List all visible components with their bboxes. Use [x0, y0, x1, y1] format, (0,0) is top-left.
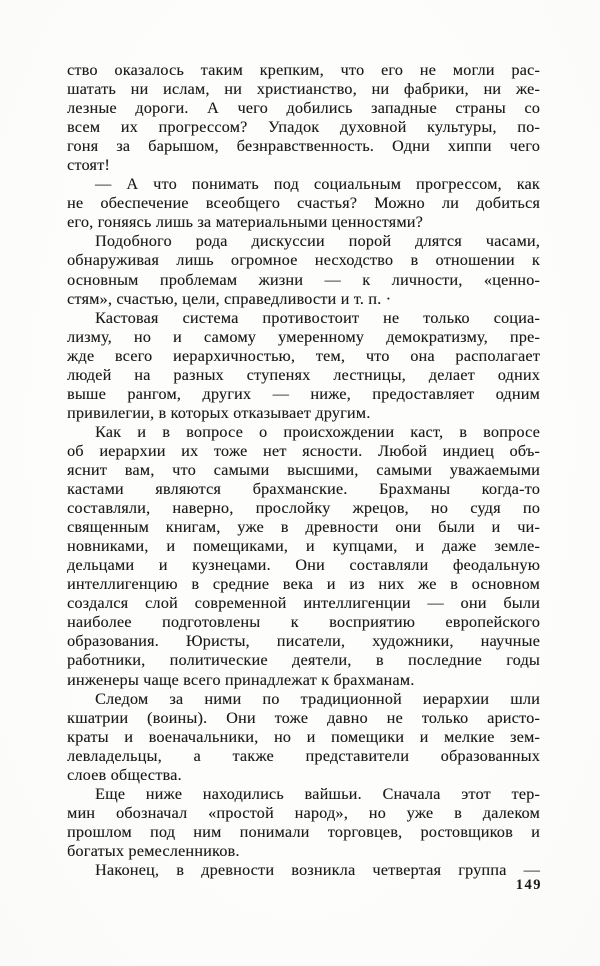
text-line: его, гоняясь лишь за материальными ценностями?: [67, 213, 424, 232]
text-line: ство оказалось таким крепким, что его не могли рас-: [67, 61, 540, 79]
text-line: Как и в вопросе о происхождении каст, в вопросе: [95, 422, 540, 441]
text-line: шатать ни ислам, ни христианство, ни фабрики, ни же-: [67, 80, 540, 99]
text-line: составляли, наверно, прослойку жрецов, но судя по: [67, 499, 540, 518]
text-line: инженеры чаще всего принадлежат к брахманам.: [67, 670, 415, 689]
text-line: новниками, и помещиками, и купцами, и даже земле-: [67, 537, 540, 556]
text-line: Кастовая система противостоит не только социа-: [95, 308, 540, 327]
text-line: выше рангом, других — ниже, предоставляет одним: [67, 384, 540, 403]
text-line: людей на разных ступенях лестницы, делает одних: [67, 365, 540, 384]
text-line: стоят!: [67, 156, 110, 175]
text-line: привилегии, в которых отказывает другим.: [67, 403, 371, 422]
text-line: лизму, но и самому умеренному демократизму, пре-: [67, 327, 540, 346]
text-line: обнаруживая лишь огромное несходство в отношении к: [67, 251, 540, 270]
text-line: слоев общества.: [67, 765, 182, 784]
text-line: жде всего иерархичностью, тем, что она располагает: [67, 346, 540, 365]
text-line: прошлом под ним понимали торговцев, ростовщиков и: [67, 822, 540, 841]
text-block: [67, 61, 540, 880]
text-line: дельцами и кузнецами. Они составляли феодальную: [67, 556, 540, 575]
text-line: кшатрии (воины). Они тоже давно не только аристо-: [67, 708, 540, 727]
text-line: мин обозначал «простой народ», но уже в далеком: [67, 803, 540, 822]
text-line: наиболее подготовлены к восприятию европейского: [67, 613, 540, 632]
text-line: богатых ремесленников.: [67, 841, 240, 860]
text-line: лезные дороги. А чего добились западные страны со: [67, 99, 540, 118]
text-line: интеллигенцию в средние века и из них же в основном: [67, 575, 540, 594]
text-line: основным проблемам жизни — к личности, «ценно-: [67, 270, 540, 289]
text-line: Следом за ними по традиционной иерархии шли: [95, 689, 540, 708]
text-line: образования. Юристы, писатели, художники, научные: [67, 632, 540, 651]
text-line: не обеспечение всеобщего счастья? Можно ли добиться: [67, 194, 540, 213]
text-line: об иерархии их тоже нет ясности. Любой индиец объ-: [67, 441, 540, 460]
text-line: стям», счастью, цели, справедливости и т. п. ·: [67, 289, 392, 308]
text-line: — А что понимать под социальным прогрессом, как: [95, 175, 540, 194]
text-line: гоня за барышом, безнравственность. Одни хиппи чего: [67, 137, 540, 156]
text-line: Подобного рода дискуссии порой длятся часами,: [95, 232, 540, 251]
text-line: работники, политические деятели, в последние годы: [67, 651, 540, 670]
text-line: краты и военачальники, но и помещики и мелкие зем-: [67, 727, 540, 746]
text-line: Еще ниже находились вайшьи. Сначала этот тер-: [95, 784, 540, 803]
text-line: левладельцы, а также представители образованных: [67, 746, 540, 765]
text-line: Наконец, в древности возникла четвертая группа —: [95, 860, 540, 879]
page-number: 149: [515, 877, 542, 893]
text-line: всем их прогрессом? Упадок духовной культуры, по-: [67, 118, 540, 137]
text-line: кастами являются брахманские. Брахманы когда-то: [67, 480, 540, 499]
text-line: священным книгам, уже в древности они были и чи-: [67, 518, 540, 537]
text-line: яснит вам, что самыми высшими, самыми уважаемыми: [67, 460, 540, 479]
text-line: создался слой современной интеллигенции — они были: [67, 594, 540, 613]
